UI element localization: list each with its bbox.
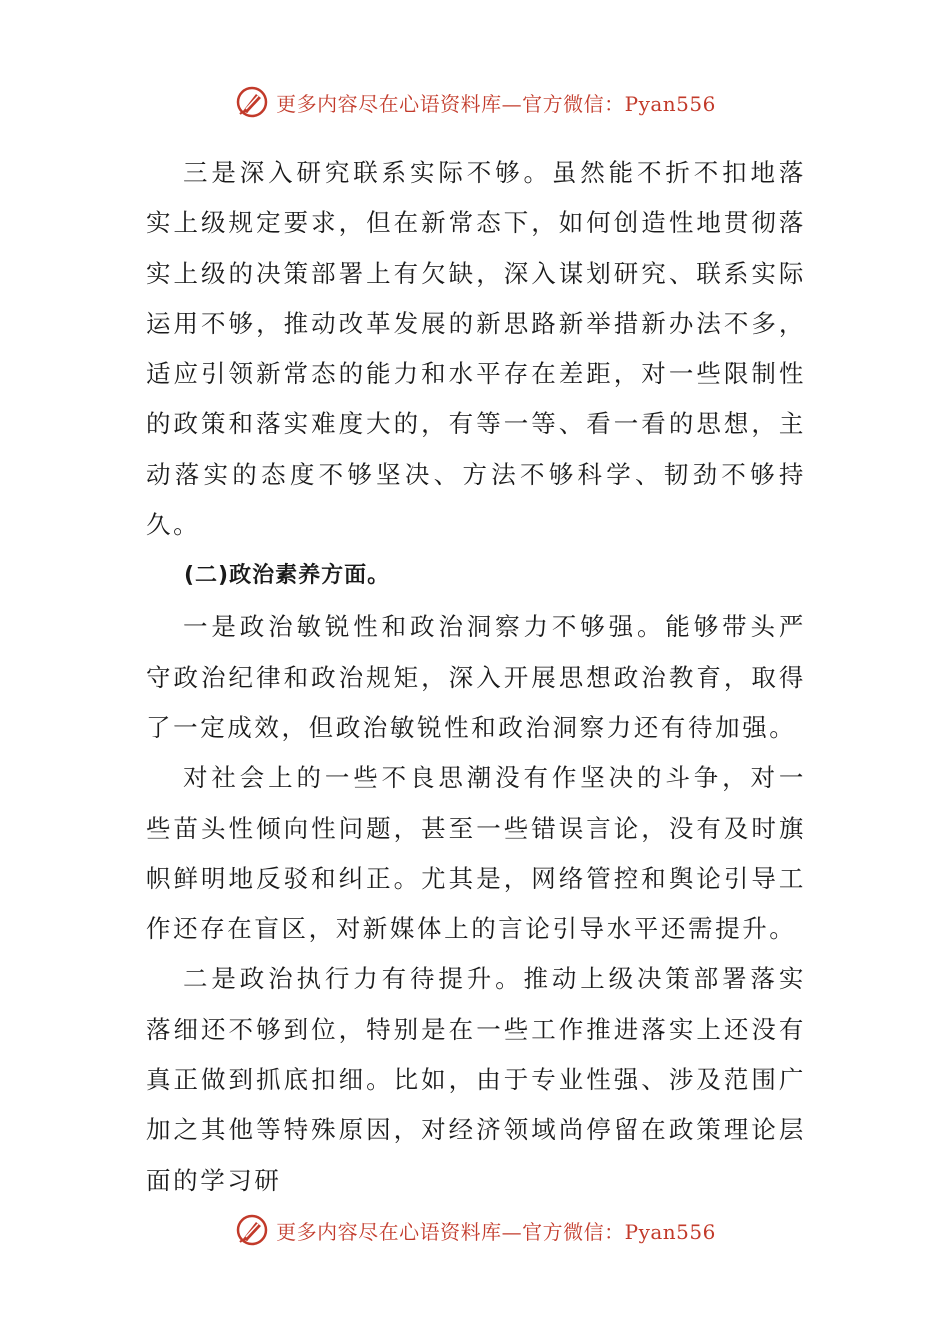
document-body [146, 148, 806, 1206]
paragraph-social-trends: 对社会上的一些不良思潮没有作坚决的斗争，对一些苗头性倾向性问题，甚至一些错误言论，没有及时旗帜鲜明地反驳和纠正。尤其是，网络管控和舆论引导工作还存在盲区，对新媒体上的言论引导水平还需提升。 [146, 763, 806, 944]
paragraph-political-sensitivity: 一是政治敏锐性和政治洞察力不够强。能够带头严守政治纪律和政治规矩，深入开展思想政治教育，取得了一定成效，但政治敏锐性和政治洞察力还有待加强。 [146, 612, 806, 742]
paragraph-political-execution: 二是政治执行力有待提升。推动上级决策部署落实落细还不够到位，特别是在一些工作推进落实上还没有真正做到抓底扣细。比如，由于专业性强、涉及范围广加之其他等特殊原因，对经济领域尚停留在政策理论层面的学习研 [146, 964, 806, 1195]
pen-nib-logo-icon [234, 84, 270, 120]
footer-watermark-text: 更多内容尽在心语资料库—官方微信：Pyan556 [276, 1219, 716, 1244]
pen-nib-logo-icon [234, 1212, 270, 1248]
section-heading-political-literacy: (二)政治素养方面。 [184, 563, 391, 589]
paragraph-insufficient-research: 三是深入研究联系实际不够。虽然能不折不扣地落实上级规定要求，但在新常态下，如何创造性地贯彻落实上级的决策部署上有欠缺，深入谋划研究、联系实际运用不够，推动改革发展的新思路新举措新办法不多，适应引领新常态的能力和水平存在差距，对一些限制性的政策和落实难度大的，有等一等、看一看的思想，主动落实的态度不够坚决、方法不够科学、韧劲不够持久。 [146, 158, 806, 540]
header-watermark-text: 更多内容尽在心语资料库—官方微信：Pyan556 [276, 91, 716, 116]
footer-watermark-banner [0, 1208, 950, 1252]
header-watermark-banner [0, 80, 950, 124]
